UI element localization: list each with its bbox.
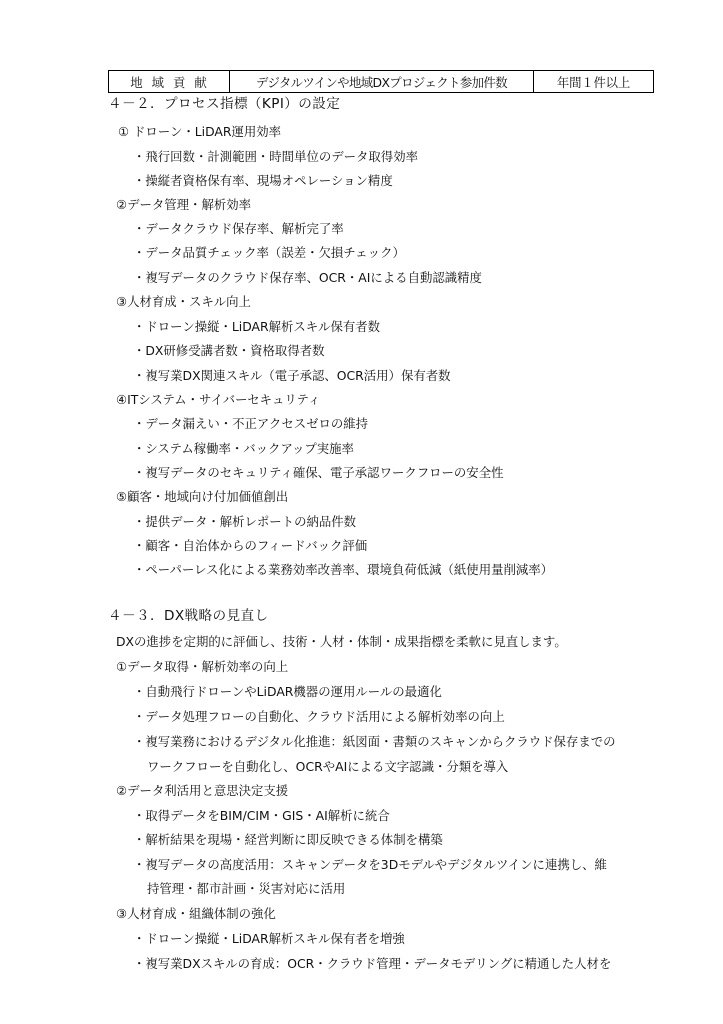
review-intro: DXの進捗を定期的に評価し、技術・人材・体制・成果指標を柔軟に見直します。 (116, 634, 567, 649)
kpi-bullet: ・提供データ・解析レポートの納品件数 (133, 514, 357, 529)
table-cell-target: 年間１件以上 (556, 74, 631, 90)
kpi-bullet: ・飛行回数・計測範囲・時間単位のデータ取得効率 (133, 149, 418, 164)
section-heading-kpi: ４－２．プロセス指標（KPI）の設定 (108, 96, 341, 112)
review-group-title-2: ②データ利活用と意思決定支援 (116, 783, 289, 798)
kpi-bullet: ・複写データのセキュリティ確保、電子承認ワークフローの安全性 (133, 465, 504, 480)
kpi-group-title-5: ⑤顧客・地域向け付加価値創出 (116, 489, 289, 504)
review-group-title-1: ①データ取得・解析効率の向上 (116, 659, 289, 674)
kpi-bullet: ・システム稼働率・バックアップ実施率 (133, 441, 354, 456)
review-bullet: ・ドローン操縦・LiDAR解析スキル保有者を増強 (133, 931, 405, 946)
kpi-table-row (108, 70, 654, 93)
kpi-bullet: ・データ品質チェック率（誤差・欠損チェック） (133, 245, 405, 260)
kpi-bullet: ・顧客・自治体からのフィードバック評価 (133, 538, 368, 553)
kpi-bullet: ・複写業DX関連スキル（電子承認、OCR活用）保有者数 (133, 368, 451, 383)
kpi-bullet: ・データクラウド保存率、解析完了率 (133, 221, 344, 236)
kpi-group-title-3: ③人材育成・スキル向上 (116, 294, 251, 309)
section-heading-review: ４－３．DX戦略の見直し (108, 608, 269, 624)
review-group-title-3: ③人材育成・組織体制の強化 (116, 906, 276, 921)
review-bullet-continuation: 持管理・都市計画・災害対応に活用 (147, 881, 346, 896)
kpi-group-title-4: ④ITシステム・サイバーセキュリティ (116, 392, 321, 407)
kpi-bullet: ・データ漏えい・不正アクセスゼロの維持 (133, 416, 369, 431)
review-bullet-continuation: ワークフローを自動化し、OCRやAIによる文字認識・分類を導入 (147, 759, 509, 774)
review-bullet: ・複写業DXスキルの育成：OCR・クラウド管理・データモデリングに精通した人材を (133, 956, 612, 971)
kpi-group-title-2: ②データ管理・解析効率 (116, 197, 252, 212)
review-bullet: ・複写データの高度活用：スキャンデータを3Dモデルやデジタルツインに連携し、維 (133, 857, 607, 872)
table-cell-indicator: デジタルツインや地域DXプロジェクト参加件数 (230, 71, 534, 92)
kpi-bullet: ・ドローン操縦・LiDAR解析スキル保有者数 (133, 319, 381, 334)
review-bullet: ・解析結果を現場・経営判断に即反映できる体制を構築 (133, 832, 443, 847)
kpi-bullet: ・ペーパーレス化による業務効率改善率、環境負荷低減（紙使用量削減率） (133, 562, 554, 577)
kpi-group-title-1: ① ドローン・LiDAR運用効率 (118, 124, 282, 139)
kpi-bullet: ・操縦者資格保有率、現場オペレーション精度 (133, 173, 393, 188)
kpi-bullet: ・複写データのクラウド保存率、OCR・AIによる自動認識精度 (133, 270, 482, 285)
review-bullet: ・取得データをBIM/CIM・GIS・AI解析に統合 (133, 808, 390, 823)
kpi-bullet: ・DX研修受講者数・資格取得者数 (133, 343, 325, 358)
review-bullet: ・複写業務におけるデジタル化推進：紙図面・書類のスキャンからクラウド保存までの (133, 734, 616, 749)
review-bullet: ・データ処理フローの自動化、クラウド活用による解析効率の向上 (133, 709, 505, 724)
review-bullet: ・自動飛行ドローンやLiDAR機器の運用ルールの最適化 (133, 684, 442, 699)
table-cell-category: 地域貢献 (109, 71, 230, 92)
